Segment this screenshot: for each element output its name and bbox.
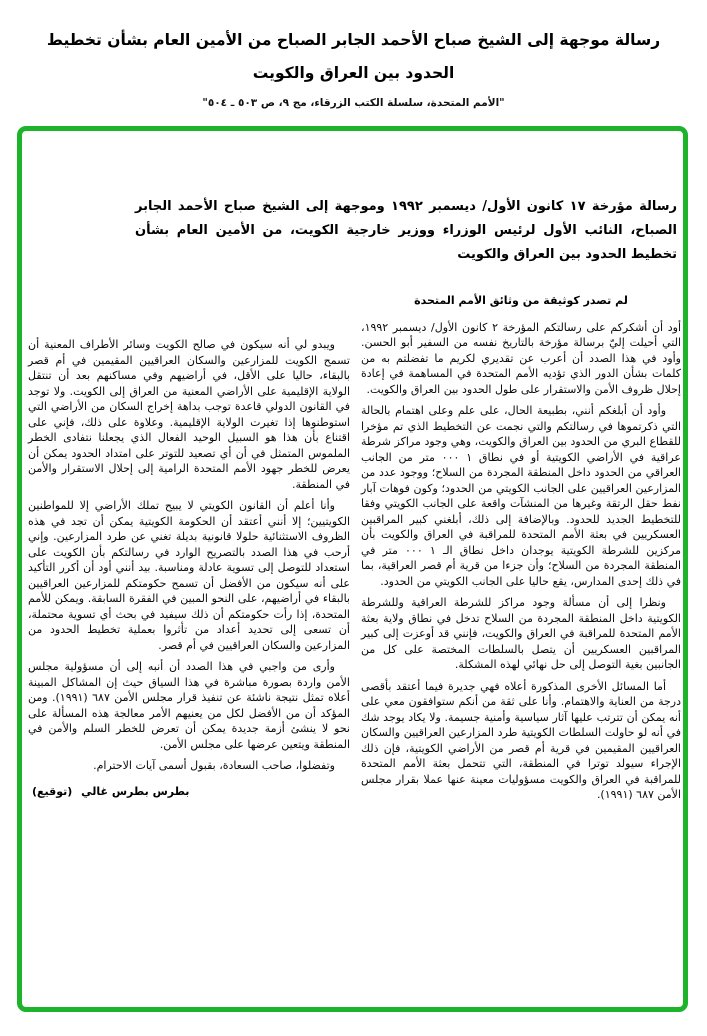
page-title-line1: رسالة موجهة إلى الشيخ صباح الأحمد الجابر الصباح من الأمين العام بشأن تخطيط: [46, 31, 661, 49]
paragraph: وأنا أعلم أن القانون الكويتي لا يبيح تملك الأراضي إلا للمواطنين الكويتيين؛ إلا أنني أعتقد أن الحكومة الكويتية يمكن أن تجد في هذه الظروف الاستثنائية حلولا قانونية بديلة تغني عن طرد المزارعين. وإني أرحب في هذا الصدد بالتصريح الوارد في رسالتكم بأن الكويت على استعداد للتوصل إلى تسوية عادلة ومناسبة. بيد أنني أود أن أكرر التأكيد على أنه سيكون من الأفضل أن تسمح حكومتكم للمزارعين العراقيين بالبقاء في أراضيهم، على النحو المبين في الفقرة السابقة. ويمكن للأمم المتحدة، إذا رأت حكومتكم أن ذلك سيفيد في بحث أي تسوية محتملة، أن تسعى إلى تحديد أعداد من تأثروا بعملية تخطيط الحدود من المزارعين والسكان العراقيين في أم قصر.: [28, 499, 350, 652]
page-header: [0, 24, 707, 109]
paragraph: أما المسائل الأخرى المذكورة أعلاه فهي جديرة فيما أعتقد بأقصى درجة من العناية والاهتمام. وأنا على ثقة من أنكم ستوافقون معي على أنه يمكن أن تترتب عليها آثار سياسية وأمنية جسيمة. ولا يكاد يوجد شك في أنه لو حاولت السلطات الكويتية طرد المزارعين العراقيين والسكان العراقيين المقيمين في قرية أم قصر من الأراضي الكويتية، فإن ذلك الإجراء سيولد توترا في المنطقة، التي تتحمل بعثة الأمم المتحدة للمراقبة في العراق والكويت مسؤوليات معينة عنها عملا بقرار مجلس الأمن ٦٨٧ (١٩٩١).: [361, 679, 681, 801]
paragraph: ويبدو لي أنه سيكون في صالح الكويت وسائر الأطراف المعنية أن تسمح الكويت للمزارعين والسكان العراقيين المقيمين في أم قصر بالبقاء، حاليا على الأقل، في أراضيهم وفي مساكنهم بعد أن تنتقل الولاية الإقليمية على الأراضي المعنية من العراق إلى الكويت. ولا توجد في القانون الدولي قاعدة توجب بداهة إخراج السكان من الأراضي التي استوطنوها إذا تغيرت الولاية الإقليمية. وعلاوة على ذلك، فإني على اقتناع بأن هذا هو السبيل الوحيد الفعال الذي يجعلنا نتفادى الخطر الملموس المتمثل في أن أي تصعيد للتوتر على امتداد الحدود يمكن أن يعرض للخطر جهود الأمم المتحدة الرامية إلى إحلال الاستقرار والأمن في المنطقة.: [28, 338, 350, 491]
signature-name: بطرس بطرس غالي: [81, 784, 190, 798]
page-title-line2: الحدود بين العراق والكويت: [252, 64, 455, 82]
source-citation: "الأمم المتحدة، سلسلة الكتب الزرقاء، مج ٩، ص ٥٠٣ ـ ٥٠٤": [202, 97, 505, 109]
closing-line: وتفضلوا، صاحب السعادة، بقبول أسمى آيات الاحترام.: [93, 759, 335, 772]
unofficial-note: لم تصدر كوثيقة من وثائق الأمم المتحدة: [414, 294, 628, 307]
signature-line: [32, 784, 350, 800]
letter-heading: رسالة مؤرخة ١٧ كانون الأول/ ديسمبر ١٩٩٢ وموجهة إلى الشيخ صباح الأحمد الجابر الصباح، النائب الأول لرئيس الوزراء ووزير خارجية الكويت، من الأمين العام بشأن تخطيط الحدود بين العراق والكويت: [135, 199, 677, 262]
right-column: [361, 293, 681, 809]
paragraph: وأرى من واجبي في هذا الصدد أن أنبه إلى أن مسؤولية مجلس الأمن واردة بصورة مباشرة في هذا السياق حيث إن المشاكل المبينة أعلاه تمثل نتيجة ناشئة عن تنفيذ قرار مجلس الأمن ٦٨٧ (١٩٩١). ومن المؤكد أن من الأفضل لكل من يعنيهم الأمر معالجة هذه المسألة على نحو لا ينشئ أزمة جديدة يمكن أن تعرض للخطر السلم والأمن في المنطقة ويتعين عرضها على مجلس الأمن.: [28, 660, 350, 751]
signature-label: (توقيع): [32, 784, 73, 798]
paragraph: ونظرا إلى أن مسألة وجود مراكز للشرطة العراقية وللشرطة الكويتية داخل المنطقة المجردة من السلاح تدخل في نطاق ولاية بعثة الأمم المتحدة للمراقبة في العراق والكويت، فإنني قد أوعزت إلى كبير المراقبين العسكريين أن يتصل بالسلطات المختصة على كل من الجانبين بغية التوصل إلى حل نهائي لهذه المشكلة.: [361, 596, 681, 671]
paragraph: أود أن أشكركم على رسالتكم المؤرخة ٢ كانون الأول/ ديسمبر ١٩٩٢، التي أحيلت إليّ برسالة مؤرخة بالتاريخ نفسه من السفير أبو الحسن. وأود في هذا الصدد أن أعرب عن تقديري لكريم ما تفضلتم به من كلمات بشأن الدور الذي تؤديه الأمم المتحدة في المساهمة في إعادة إحلال ظروف الأمن والاستقرار على طول الحدود بين العراق والكويت.: [361, 320, 681, 396]
paragraph: وأود أن أبلغكم أنني، بطبيعة الحال، على علم وعلى اهتمام بالحالة التي ذكرتموها في رسالتكم والتي نجمت عن التخطيط الذي تم مؤخرا للقطاع البري من الحدود بين العراق والكويت، وهي وجود مراكز شرطة عراقية في الأراضي الكويتية أو في نطاق ١ ٠٠٠ متر من الجانب العراقي من الحدود داخل المنطقة المجردة من السلاح؛ ووجود عدد من المزارعين العراقيين على الجانب الكويتي من الحدود؛ وكون فوهات آبار نفط حقل الرتقة وغيرها من المنشآت واقعة على الجانب الكويتي وفقا للتخطيط الجديد للحدود. وبالإضافة إلى ذلك، أبلغني كبير المراقبين العسكريين في بعثة الأمم المتحدة للمراقبة في العراق والكويت بأن مركزين للشرطة الكويتية يوجدان داخل نطاق الـ ١ ٠٠٠ متر في المنطقة المجردة من السلاح؛ وأن جزءا من قرية أم قصر العراقية، بما في ذلك إحدى المدارس، يقع حاليا على الجانب الكويتي من الحدود.: [361, 404, 682, 588]
left-column: [28, 337, 350, 799]
document-frame: [17, 126, 688, 1012]
